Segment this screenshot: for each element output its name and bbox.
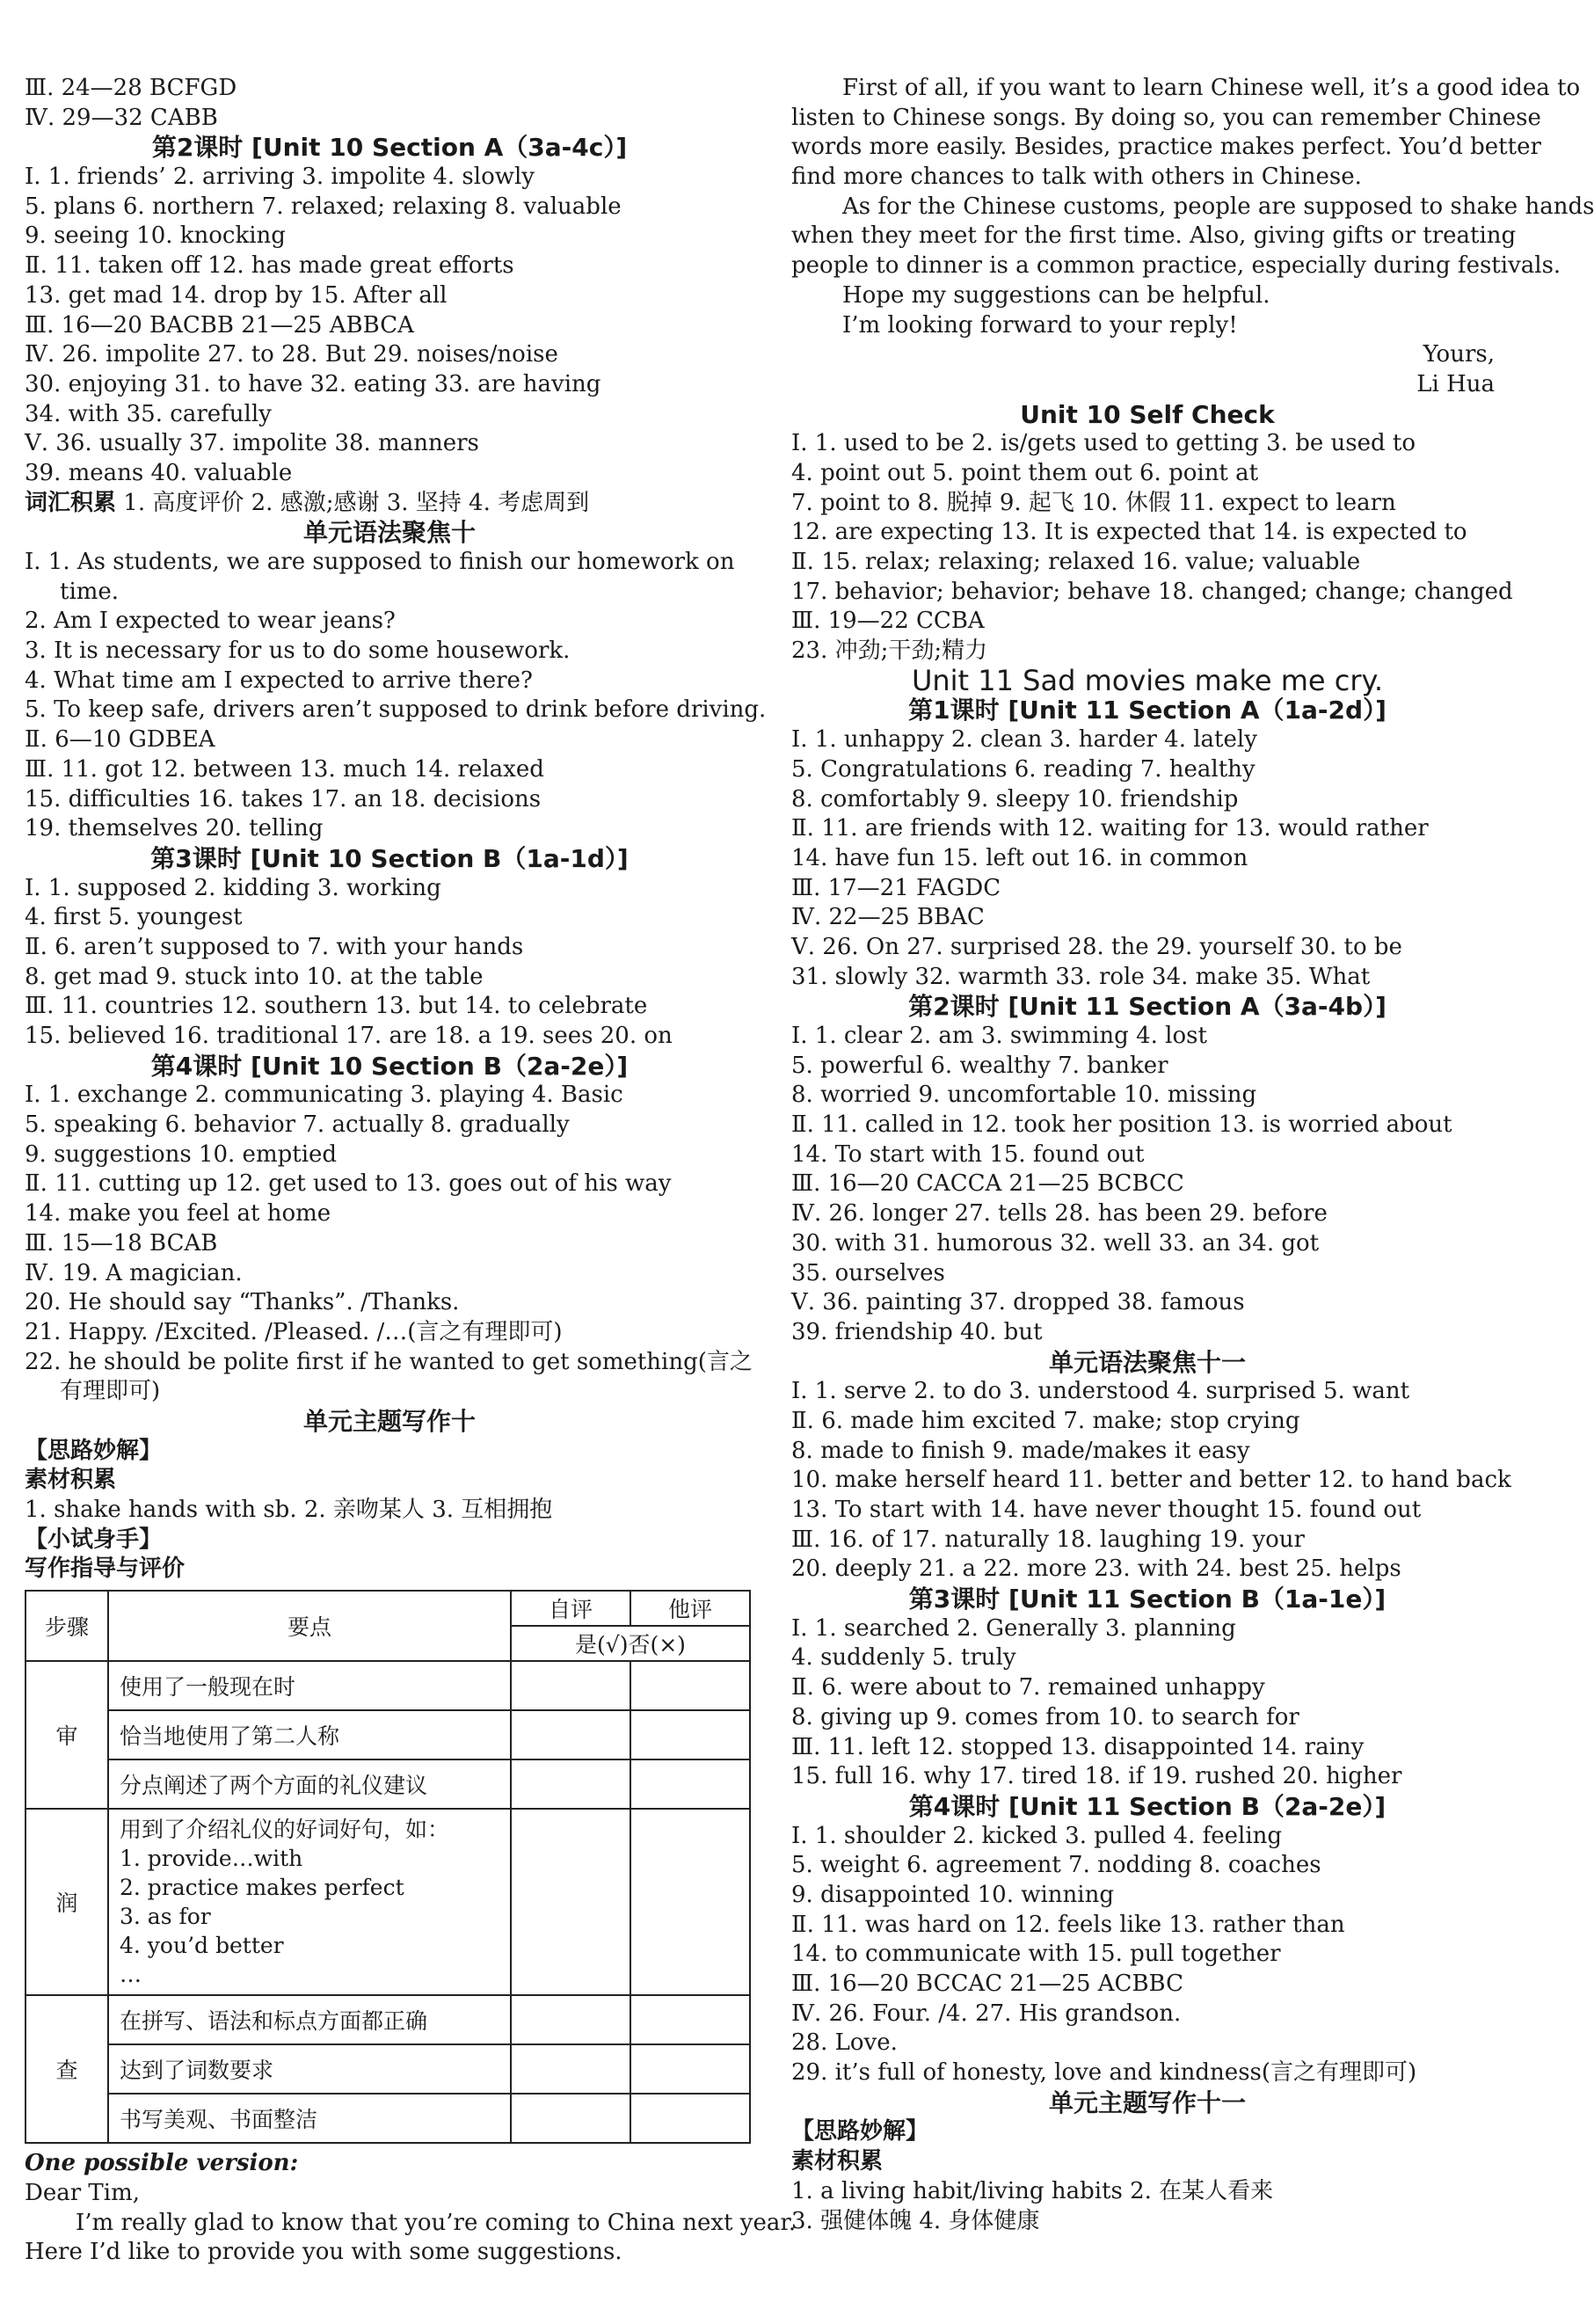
answer-line: 13. get mad 14. drop by 15. After all: [25, 281, 448, 309]
letter-line: Dear Tim,: [25, 2179, 141, 2206]
answer-line: 39. means 40. valuable: [25, 459, 293, 486]
answer-line: 12. are expecting 13. It is expected that 14. is expected to: [791, 519, 1467, 546]
table-cell: 恰当地使用了第二人称: [108, 1710, 511, 1759]
answer-line: 5. speaking 6. behavior 7. actually 8. gradually: [25, 1111, 570, 1139]
section-heading: 第3课时 [Unit 11 Section B（1a-1e）]: [908, 1585, 1387, 1614]
section-heading: 单元语法聚焦十: [302, 518, 476, 548]
answer-line: 4. What time am I expected to arrive there?: [25, 667, 533, 694]
answer-line: 5. weight 6. agreement 7. nodding 8. coaches: [791, 1852, 1321, 1879]
answer-line: 5. Congratulations 6. reading 7. healthy: [791, 755, 1256, 783]
answer-line: 20. deeply 21. a 22. more 23. with 24. best 25. helps: [791, 1555, 1401, 1583]
answer-line: 30. enjoying 31. to have 32. eating 33. are having: [25, 370, 601, 397]
table-cell: [108, 1809, 511, 1995]
answer-line: 4. suddenly 5. truly: [791, 1644, 1016, 1672]
answer-line: 19. themselves 20. telling: [25, 815, 324, 842]
answer-line: 9. seeing 10. knocking: [25, 222, 286, 250]
letter-line: I’m really glad to know that you’re coming to China next year.: [76, 2209, 797, 2236]
letter-signer: Li Hua: [1416, 370, 1495, 397]
answer-line: 8. giving up 9. comes from 10. to search for: [791, 1703, 1299, 1730]
answer-block: [791, 1614, 1503, 1792]
answer-line: Ⅲ. 16—20 BCCAC 21—25 ACBBC: [791, 1971, 1184, 1997]
answer-block: [791, 1377, 1511, 1585]
answer-line: Ⅴ. 36. usually 37. impolite 38. manners: [25, 430, 479, 457]
answer-line: Ⅱ. 11. are friends with 12. waiting for 13. would rather: [791, 815, 1429, 842]
table-cell: 分点阐述了两个方面的礼仪建议: [108, 1759, 511, 1809]
answer-line: Ⅳ. 26. impolite 27. to 28. But 29. noises/noise: [25, 341, 558, 368]
answer-line: 39. friendship 40. but: [791, 1318, 1043, 1345]
answer-block: [25, 1081, 754, 1347]
answer-line: Ⅴ. 36. painting 37. dropped 38. famous: [791, 1289, 1245, 1316]
table-cell: 使用了一般现在时: [108, 1661, 511, 1710]
table-header-point: 要点: [108, 1591, 511, 1661]
answer-line: 5. plans 6. northern 7. relaxed; relaxing 8. valuable: [25, 193, 622, 220]
answer-line: Ⅴ. 26. On 27. surprised 28. the 29. yourself 30. to be: [791, 933, 1402, 960]
list-item: 3. as for: [120, 1904, 211, 1930]
material-label: 素材积累: [791, 2148, 884, 2175]
table-header-peer: 他评: [630, 1591, 750, 1626]
answer-line: 5. To keep safe, drivers aren’t supposed to drink before driving.: [25, 696, 767, 724]
vocab-label: 词汇积累: [25, 489, 117, 516]
answer-line: 14. To start with 15. found out: [791, 1140, 1145, 1168]
answer-line: 2. Am I expected to wear jeans?: [25, 608, 396, 635]
answer-line: 34. with 35. carefully: [25, 400, 272, 427]
answer-line: Ⅰ. 1. supposed 2. kidding 3. working: [25, 874, 441, 901]
answer-line: Ⅱ. 15. relax; relaxing; relaxed 16. value; valuable: [791, 549, 1361, 575]
answer-line: Ⅱ. 11. called in 12. took her position 13. is worried about: [791, 1111, 1452, 1139]
answer-line: 15. believed 16. traditional 17. are 18. a 19. sees 20. on: [25, 1023, 673, 1050]
answer-line: Ⅰ. 1. exchange 2. communicating 3. playing 4. Basic: [25, 1082, 623, 1109]
answer-block: [25, 163, 754, 489]
answer-line: 14. make you feel at home: [25, 1200, 331, 1228]
try-label: 【小试身手】: [25, 1526, 163, 1553]
answer-line: words more easily. Besides, practice makes perfect. You’d better: [791, 134, 1541, 161]
answer-line: 4. point out 5. point them out 6. point at: [791, 459, 1259, 486]
answer-line: 23. 冲劲;干劲;精力: [791, 637, 988, 665]
step-run: 润: [25, 1809, 108, 1995]
list-item: 4. you’d better: [120, 1933, 284, 1959]
answer-line: Ⅳ. 29—32 CABB: [25, 104, 218, 131]
answer-line: 3. 强健体魄 4. 身体健康: [791, 2207, 1040, 2234]
answer-line: 8. worried 9. uncomfortable 10. missing: [791, 1082, 1257, 1109]
answer-line: 4. first 5. youngest: [25, 904, 243, 931]
answer-line: Ⅰ. 1. shoulder 2. kicked 3. pulled 4. feeling: [791, 1822, 1283, 1849]
answer-line: Hope my suggestions can be helpful.: [842, 281, 1270, 309]
answer-line: Ⅲ. 11. got 12. between 13. much 14. relaxed: [25, 755, 544, 783]
section-heading: Unit 10 Self Check: [1020, 399, 1275, 429]
answer-line: 9. suggestions 10. emptied: [25, 1140, 338, 1168]
right-column: [791, 74, 1594, 2236]
section-heading: 单元主题写作十一: [1048, 2087, 1246, 2117]
answer-line: Ⅲ. 15—18 BCAB: [25, 1229, 218, 1257]
answer-line: Ⅱ. 6. made him excited 7. make; stop crying: [791, 1407, 1300, 1434]
vocab-line: [25, 489, 754, 519]
answer-line: 21. Happy. /Excited. /Pleased. /…(言之有理即可): [25, 1318, 563, 1345]
answer-line: Ⅰ. 1. searched 2. Generally 3. planning: [791, 1614, 1236, 1642]
answer-line: 8. comfortably 9. sleepy 10. friendship: [791, 785, 1239, 812]
answer-line: Ⅲ. 16—20 BACBB 21—25 ABBCA: [25, 311, 414, 339]
section-heading: 第4课时 [Unit 11 Section B（2a-2e）]: [908, 1791, 1387, 1821]
section-heading: 第2课时 [Unit 11 Section A（3a-4b）]: [908, 992, 1387, 1022]
material-text: 1. shake hands with sb. 2. 亲吻某人 3. 互相拥抱: [25, 1497, 553, 1524]
table-header-step: 步骤: [25, 1591, 108, 1661]
answer-line: Ⅰ. 1. unhappy 2. clean 3. harder 4. lately: [791, 726, 1257, 754]
version-label: One possible version:: [25, 2150, 299, 2177]
answer-line: 22. he should be polite first if he wanted to get something(言之有理即可): [25, 1348, 753, 1405]
answer-line: Ⅱ. 11. was hard on 12. feels like 13. rather than: [791, 1911, 1345, 1938]
table-cell: 在拼写、语法和标点方面都正确: [108, 1995, 511, 2044]
answer-block: [25, 607, 767, 844]
vocab-text: 1. 高度评价 2. 感激;感谢 3. 坚持 4. 考虑周到: [116, 489, 590, 516]
answer-line: Ⅱ. 6. aren’t supposed to 7. with your hands: [25, 933, 524, 960]
answer-line: 35. ourselves: [791, 1259, 945, 1286]
answer-block: [791, 1022, 1503, 1348]
section-heading: 第3课时 [Unit 10 Section B（1a-1d）]: [150, 843, 629, 873]
answer-line: Ⅰ. 1. clear 2. am 3. swimming 4. lost: [791, 1023, 1207, 1049]
answer-line: 15. full 16. why 17. tired 18. if 19. rushed 20. higher: [791, 1763, 1402, 1790]
answer-line: people to dinner is a common practice, especially during festivals.: [791, 252, 1561, 280]
answer-line: 14. have fun 15. left out 16. in common: [791, 844, 1248, 871]
answer-line: I’m looking forward to your reply!: [842, 311, 1238, 339]
table-cell: 达到了词数要求: [108, 2044, 511, 2094]
section-heading: 第4课时 [Unit 10 Section B（2a-2e）]: [150, 1051, 629, 1081]
letter-closing: Yours,: [1423, 341, 1495, 368]
answer-line: 8. made to finish 9. made/makes it easy: [791, 1437, 1250, 1464]
step-shen: 审: [25, 1661, 108, 1809]
idea-label: 【思路妙解】: [25, 1437, 163, 1464]
answer-line: 20. He should say “Thanks”. /Thanks.: [25, 1289, 460, 1316]
answer-line: 29. it’s full of honesty, love and kindness(言之有理即可): [791, 2059, 1417, 2087]
unit-title: Unit 11 Sad movies make me cry.: [911, 663, 1384, 697]
answer-block: [791, 2177, 1503, 2236]
answer-block: [791, 1822, 1503, 2088]
table-header-self: 自评: [511, 1591, 630, 1626]
answer-line: Ⅲ. 11. left 12. stopped 13. disappointed 14. rainy: [791, 1733, 1365, 1760]
letter-line: Here I’d like to provide you with some suggestions.: [25, 2239, 622, 2266]
answer-line: 8. get mad 9. stuck into 10. at the table: [25, 963, 484, 990]
answer-line: Ⅲ. 19—22 CCBA: [791, 608, 985, 635]
letter-block: [791, 74, 1594, 340]
list-item: 1. provide…with: [120, 1846, 303, 1872]
step-cha: 查: [25, 1995, 108, 2143]
answer-line: Ⅳ. 26. longer 27. tells 28. has been 29. before: [791, 1200, 1328, 1228]
answer-line: As for the Chinese customs, people are supposed to shake hands: [842, 193, 1594, 220]
answer-line: 30. with 31. humorous 32. well 33. an 34. got: [791, 1229, 1320, 1257]
answer-line: 5. powerful 6. wealthy 7. banker: [791, 1052, 1168, 1079]
left-column: [25, 74, 797, 2268]
answer-line: 7. point to 8. 脱掉 9. 起飞 10. 休假 11. expect to learn: [791, 489, 1396, 516]
answer-line: Ⅰ. 1. As students, we are supposed to finish our homework on time.: [25, 549, 735, 605]
answer-line: 9. disappointed 10. winning: [791, 1881, 1114, 1908]
answer-line: 31. slowly 32. warmth 33. role 34. make 35. What: [791, 963, 1371, 990]
material-label: 素材积累: [25, 1467, 117, 1494]
list-item: 2. practice makes perfect: [120, 1875, 404, 1901]
answer-line: listen to Chinese songs. By doing so, you can remember Chinese: [791, 104, 1541, 131]
answer-line: Ⅱ. 6. were about to 7. remained unhappy: [791, 1674, 1265, 1701]
answer-line: Ⅳ. 19. A magician.: [25, 1259, 243, 1286]
answer-line: 13. To start with 14. have never thought 15. found out: [791, 1497, 1422, 1523]
section-heading: 单元语法聚焦十一: [1048, 1347, 1246, 1377]
answer-block: [25, 874, 754, 1052]
answer-line: Ⅲ. 16—20 CACCA 21—25 BCBCC: [791, 1170, 1184, 1198]
answer-line: Ⅰ. 1. friends’ 2. arriving 3. impolite 4. slowly: [25, 164, 535, 191]
answer-line: 3. It is necessary for us to do some housework.: [25, 637, 571, 665]
answer-line: Ⅲ. 11. countries 12. southern 13. but 14. to celebrate: [25, 993, 648, 1020]
answer-line: Ⅱ. 11. taken off 12. has made great efforts: [25, 252, 514, 280]
answer-line: 10. make herself heard 11. better and better 12. to hand back: [791, 1467, 1511, 1494]
answer-line: Ⅲ. 17—21 FAGDC: [791, 874, 1001, 901]
answer-line: Ⅳ. 26. Four. /4. 27. His grandson.: [791, 2000, 1182, 2027]
answer-block: [791, 725, 1503, 992]
answer-line: Ⅲ. 24—28 BCFGD: [25, 75, 237, 101]
guide-label: 写作指导与评价: [25, 1555, 186, 1583]
answer-line: 28. Love.: [791, 2029, 898, 2057]
section-heading: 第2课时 [Unit 10 Section A（3a-4c）]: [151, 133, 628, 163]
section-heading: 单元主题写作十: [302, 1407, 476, 1436]
answer-line: Ⅰ. 1. used to be 2. is/gets used to getting 3. be used to: [791, 430, 1416, 457]
answer-line: Ⅳ. 22—25 BBAC: [791, 904, 985, 931]
answer-line: Ⅱ. 6—10 GDBEA: [25, 726, 215, 754]
answer-line: 1. a living habit/living habits 2. 在某人看来: [791, 2177, 1274, 2204]
answer-line: 17. behavior; behavior; behave 18. changed; change; changed: [791, 578, 1513, 605]
answer-line: First of all, if you want to learn Chinese well, it’s a good idea to: [842, 75, 1581, 101]
section-heading: 第1课时 [Unit 11 Section A（1a-2d）]: [908, 696, 1387, 725]
table-cell: 书写美观、书面整洁: [108, 2094, 511, 2143]
evaluation-table: [25, 1590, 751, 2144]
list-item: …: [120, 1962, 142, 1988]
idea-label: 【思路妙解】: [791, 2118, 929, 2146]
answer-line: Ⅱ. 11. cutting up 12. get used to 13. goes out of his way: [25, 1170, 672, 1198]
answer-line: find more chances to talk with others in Chinese.: [791, 164, 1362, 191]
answer-block: [791, 429, 1513, 667]
answer-line: when they meet for the first time. Also, giving gifts or treating: [791, 222, 1517, 250]
table-cell-title: 用到了介绍礼仪的好词好句，如：: [120, 1817, 450, 1843]
answer-line: 14. to communicate with 15. pull together: [791, 1941, 1281, 1968]
table-header-yesno: 是(√)否(×): [511, 1626, 750, 1661]
answer-line: Ⅲ. 16. of 17. naturally 18. laughing 19. your: [791, 1526, 1305, 1553]
answer-line: 15. difficulties 16. takes 17. an 18. decisions: [25, 785, 542, 812]
answer-line: Ⅰ. 1. serve 2. to do 3. understood 4. surprised 5. want: [791, 1378, 1410, 1405]
